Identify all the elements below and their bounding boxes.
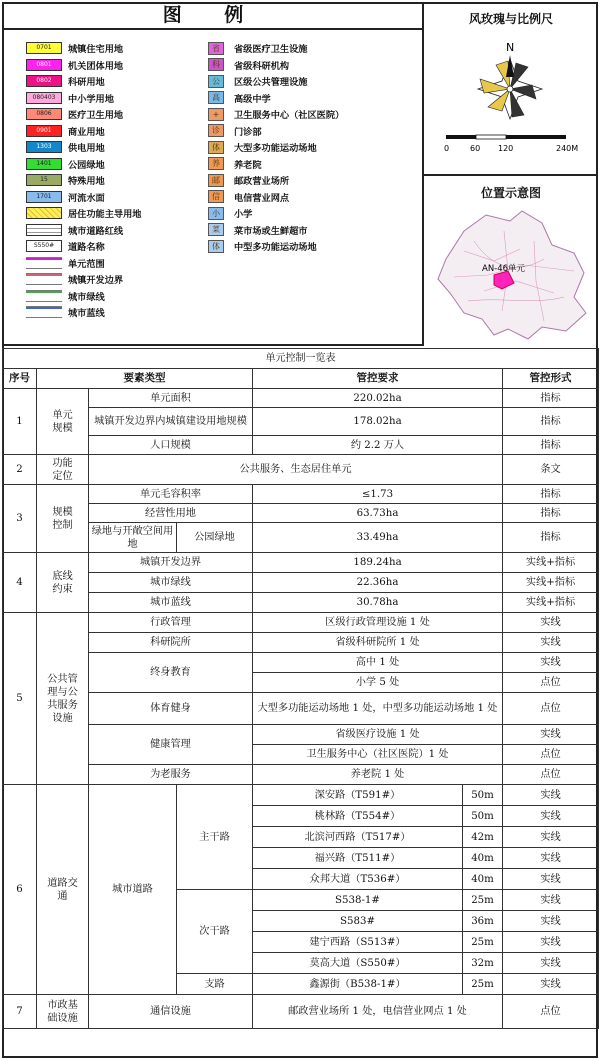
- legend-item: [26, 255, 142, 272]
- legend-item: [26, 288, 142, 305]
- legend-label: 电信营业网点: [234, 192, 290, 204]
- table-caption: 单元控制一览表: [3, 349, 599, 369]
- scale-tick: 240M: [556, 144, 579, 153]
- group-label: 规模 控制: [37, 485, 89, 553]
- requirement: 小学 5 处: [253, 673, 503, 693]
- facility-symbol-icon: 小: [208, 207, 224, 220]
- scale-tick: 120: [498, 144, 514, 153]
- legend-label: 菜市场或生鲜超市: [234, 225, 308, 237]
- legend-item: [208, 189, 344, 206]
- road-width: 50m: [463, 806, 503, 827]
- requirement: 178.02ha: [253, 408, 503, 436]
- location-title: 位置示意图: [480, 186, 541, 200]
- legend-label: 医疗卫生用地: [68, 110, 124, 122]
- facility-symbol-icon: +: [208, 108, 224, 121]
- legend-item: [26, 205, 142, 222]
- row-no: 2: [3, 455, 37, 485]
- row-no: 5: [3, 613, 37, 785]
- legend-item: [26, 222, 142, 239]
- legend-item: [208, 106, 344, 123]
- requirement: 邮政营业场所 1 处，电信营业网点 1 处: [253, 995, 503, 1029]
- land-use-legend: [26, 40, 142, 321]
- legend-panel: [2, 2, 424, 346]
- legend-item: [208, 139, 344, 156]
- legend-label: 城镇开发边界: [68, 275, 124, 287]
- legend-label: 特殊用地: [68, 176, 105, 188]
- facility-symbol-icon: 公: [208, 75, 224, 88]
- legend-swatch: 1401: [26, 158, 62, 170]
- scale-tick: 0: [444, 144, 450, 153]
- legend-item: [26, 73, 142, 90]
- wind-rose-panel: [424, 2, 598, 176]
- road-class-branch: 支路: [177, 974, 253, 995]
- location-map: [424, 201, 598, 341]
- legend-swatch: S550#: [26, 240, 62, 252]
- item-label: 人口规模: [89, 436, 253, 455]
- legend-item: [208, 205, 344, 222]
- control-form: 指标: [503, 485, 599, 504]
- legend-item: [208, 238, 344, 255]
- facility-symbol-icon: 菜: [208, 223, 224, 236]
- legend-label: 大型多功能运动场地: [234, 143, 317, 155]
- item-label: 行政管理: [89, 613, 253, 633]
- road-width: 42m: [463, 827, 503, 848]
- group-label: 单元 规模: [37, 389, 89, 455]
- legend-item: [208, 57, 344, 74]
- legend-swatch: 080403: [26, 92, 62, 104]
- control-form: 条文: [503, 455, 599, 485]
- facility-symbol-icon: 邮: [208, 174, 224, 187]
- control-form: 实线: [503, 613, 599, 633]
- group-label: 市政基 础设施: [37, 995, 89, 1029]
- legend-label: 高级中学: [234, 93, 271, 105]
- legend-item: [26, 123, 142, 140]
- legend-swatch: [26, 273, 62, 285]
- item-label: 为老服务: [89, 765, 253, 785]
- control-form: 实线: [503, 890, 599, 911]
- legend-label: 中小学用地: [68, 93, 114, 105]
- legend-swatch: 1303: [26, 141, 62, 153]
- legend-label: 单元范围: [68, 258, 105, 270]
- header-no: 序号: [3, 369, 37, 389]
- group-label: 道路交 通: [37, 785, 89, 995]
- control-form: 实线: [503, 785, 599, 806]
- facility-symbol-icon: 诊: [208, 124, 224, 137]
- road-name: 建宁西路（S513#）: [253, 932, 463, 953]
- control-form: 实线: [503, 974, 599, 995]
- control-form: 实线: [503, 827, 599, 848]
- requirement: 大型多功能运动场地 1 处，中型多功能运动场地 1 处: [253, 693, 503, 725]
- facility-symbol-icon: 省: [208, 42, 224, 55]
- legend-swatch: [26, 207, 62, 219]
- facility-symbol-icon: 体: [208, 141, 224, 154]
- item-label: 城镇开发边界内城镇建设用地规模: [89, 408, 253, 436]
- legend-title: 图 例: [2, 2, 422, 30]
- scale-tick: 60: [470, 144, 481, 153]
- legend-label: 省级科研机构: [234, 60, 290, 72]
- legend-item: [26, 106, 142, 123]
- legend-item: [208, 90, 344, 107]
- control-form: 实线: [503, 911, 599, 932]
- legend-label: 中型多功能运动场地: [234, 242, 317, 254]
- road-name: 鑫源街（B538-1#）: [253, 974, 463, 995]
- legend-item: [26, 304, 142, 321]
- group-label: 功能 定位: [37, 455, 89, 485]
- header-requirement: 管控要求: [253, 369, 503, 389]
- legend-swatch: 0901: [26, 125, 62, 137]
- requirement: 63.73ha: [253, 504, 503, 523]
- legend-swatch: 0801: [26, 59, 62, 71]
- legend-label: 供电用地: [68, 143, 105, 155]
- requirement: 区级行政管理设施 1 处: [253, 613, 503, 633]
- requirement: 卫生服务中心（社区医院）1 处: [253, 745, 503, 765]
- road-width: 32m: [463, 953, 503, 974]
- requirement: 33.49ha: [253, 523, 503, 553]
- legend-swatch: 15: [26, 174, 62, 186]
- legend-label: 邮政营业场所: [234, 176, 290, 188]
- legend-label: 居住功能主导用地: [68, 209, 142, 221]
- road-width: 36m: [463, 911, 503, 932]
- legend-swatch: [26, 224, 62, 236]
- requirement: 189.24ha: [253, 553, 503, 573]
- scale-bar: [444, 135, 578, 153]
- control-form: 指标: [503, 504, 599, 523]
- legend-item: [26, 139, 142, 156]
- road-type-label: 城市道路: [89, 785, 177, 995]
- header-form: 管控形式: [503, 369, 599, 389]
- wind-rose-graphic: [424, 27, 598, 167]
- road-name: 莫高大道（S550#）: [253, 953, 463, 974]
- item-label: 健康管理: [89, 725, 253, 765]
- road-name: 桃林路（T554#）: [253, 806, 463, 827]
- legend-label: 机关团体用地: [68, 60, 124, 72]
- legend-item: [26, 271, 142, 288]
- road-name: 深安路（T591#）: [253, 785, 463, 806]
- group-label: 公共管 理与公 共服务 设施: [37, 613, 89, 785]
- requirement: ≤1.73: [253, 485, 503, 504]
- facility-symbol-icon: 高: [208, 91, 224, 104]
- item-label: 终身教育: [89, 653, 253, 693]
- item-label: 科研院所: [89, 633, 253, 653]
- item-label: 经营性用地: [89, 504, 253, 523]
- requirement: 省级科研院所 1 处: [253, 633, 503, 653]
- control-form: 实线+指标: [503, 593, 599, 613]
- legend-label: 科研用地: [68, 77, 105, 89]
- road-width: 25m: [463, 932, 503, 953]
- group-label: 底线 约束: [37, 553, 89, 613]
- requirement: 高中 1 处: [253, 653, 503, 673]
- requirement: 养老院 1 处: [253, 765, 503, 785]
- item-label: 单元面积: [89, 389, 253, 408]
- road-width: 25m: [463, 890, 503, 911]
- item-label: 单元毛容积率: [89, 485, 253, 504]
- control-form: 实线: [503, 932, 599, 953]
- legend-label: 区级公共管理设施: [234, 77, 308, 89]
- legend-item: [208, 40, 344, 57]
- legend-swatch: 0802: [26, 75, 62, 87]
- facility-legend: [208, 40, 344, 255]
- legend-item: [26, 90, 142, 107]
- control-form: 实线: [503, 725, 599, 745]
- legend-swatch: [26, 306, 62, 318]
- control-form: 点位: [503, 745, 599, 765]
- item-label: 体育健身: [89, 693, 253, 725]
- road-name: 众邦大道（T536#）: [253, 869, 463, 890]
- legend-label: 小学: [234, 209, 253, 221]
- road-class-secondary: 次干路: [177, 890, 253, 974]
- requirement: 约 2.2 万人: [253, 436, 503, 455]
- row-no: 4: [3, 553, 37, 613]
- control-form: 点位: [503, 765, 599, 785]
- legend-label: 城市蓝线: [68, 308, 105, 320]
- control-form: 指标: [503, 523, 599, 553]
- legend-label: 养老院: [234, 159, 262, 171]
- legend-item: [26, 172, 142, 189]
- control-form: 指标: [503, 408, 599, 436]
- road-width: 25m: [463, 974, 503, 995]
- legend-label: 商业用地: [68, 126, 105, 138]
- legend-label: 河流水面: [68, 192, 105, 204]
- requirement: 220.02ha: [253, 389, 503, 408]
- road-name: 福兴路（T511#）: [253, 848, 463, 869]
- facility-symbol-icon: 信: [208, 190, 224, 203]
- legend-item: [208, 123, 344, 140]
- wind-rose-title: 风玫瑰与比例尺: [468, 12, 553, 26]
- control-form: 点位: [503, 693, 599, 725]
- requirement: 22.36ha: [253, 573, 503, 593]
- legend-item: [26, 40, 142, 57]
- legend-item: [208, 73, 344, 90]
- row-no: 3: [3, 485, 37, 553]
- item-label: 城市蓝线: [89, 593, 253, 613]
- item-label: 城镇开发边界: [89, 553, 253, 573]
- legend-swatch: 1701: [26, 191, 62, 203]
- legend-label: 城镇住宅用地: [68, 44, 124, 56]
- requirement: 公共服务、生态居住单元: [89, 455, 503, 485]
- legend-swatch: [26, 257, 62, 269]
- control-form: 实线: [503, 653, 599, 673]
- control-form: 指标: [503, 389, 599, 408]
- control-form: 实线: [503, 633, 599, 653]
- legend-swatch: 0701: [26, 42, 62, 54]
- facility-symbol-icon: 科: [208, 58, 224, 71]
- control-form: 实线: [503, 953, 599, 974]
- control-form: 实线+指标: [503, 573, 599, 593]
- north-label: N: [506, 41, 515, 54]
- row-no: 7: [3, 995, 37, 1029]
- road-width: 40m: [463, 869, 503, 890]
- legend-label: 道路名称: [68, 242, 105, 254]
- control-table: [2, 348, 598, 1029]
- control-form: 实线: [503, 806, 599, 827]
- legend-label: 卫生服务中心（社区医院）: [234, 110, 345, 122]
- sub-item-label: 公园绿地: [177, 523, 253, 553]
- unit-location-label: AN-46单元: [482, 264, 526, 274]
- legend-label: 公园绿地: [68, 159, 105, 171]
- location-panel: [424, 176, 598, 346]
- item-label: 通信设施: [89, 995, 253, 1029]
- legend-label: 城市绿线: [68, 291, 105, 303]
- legend-item: [26, 57, 142, 74]
- road-width: 50m: [463, 785, 503, 806]
- control-form: 实线: [503, 848, 599, 869]
- row-no: 6: [3, 785, 37, 995]
- legend-item: [208, 172, 344, 189]
- road-name: S583#: [253, 911, 463, 932]
- legend-label: 城市道路红线: [68, 225, 124, 237]
- header-element-type: 要素类型: [37, 369, 253, 389]
- road-class-main: 主干路: [177, 785, 253, 890]
- legend-item: [208, 156, 344, 173]
- control-form: 点位: [503, 673, 599, 693]
- legend-label: 门诊部: [234, 126, 262, 138]
- control-form: 点位: [503, 995, 599, 1029]
- legend-item: [208, 222, 344, 239]
- legend-swatch: [26, 290, 62, 302]
- control-form: 实线+指标: [503, 553, 599, 573]
- requirement: 省级医疗设施 1 处: [253, 725, 503, 745]
- requirement: 30.78ha: [253, 593, 503, 613]
- facility-symbol-icon: 体: [208, 240, 224, 253]
- legend-label: 省级医疗卫生设施: [234, 44, 308, 56]
- legend-item: [26, 156, 142, 173]
- control-form: 指标: [503, 436, 599, 455]
- legend-item: [26, 189, 142, 206]
- control-form: 实线: [503, 869, 599, 890]
- item-label: 城市绿线: [89, 573, 253, 593]
- road-name: 北滨河西路（T517#）: [253, 827, 463, 848]
- item-label: 绿地与开敞空间用地: [89, 523, 177, 553]
- road-name: S538-1#: [253, 890, 463, 911]
- facility-symbol-icon: 养: [208, 157, 224, 170]
- road-width: 40m: [463, 848, 503, 869]
- legend-item: [26, 238, 142, 255]
- legend-swatch: 0806: [26, 108, 62, 120]
- row-no: 1: [3, 389, 37, 455]
